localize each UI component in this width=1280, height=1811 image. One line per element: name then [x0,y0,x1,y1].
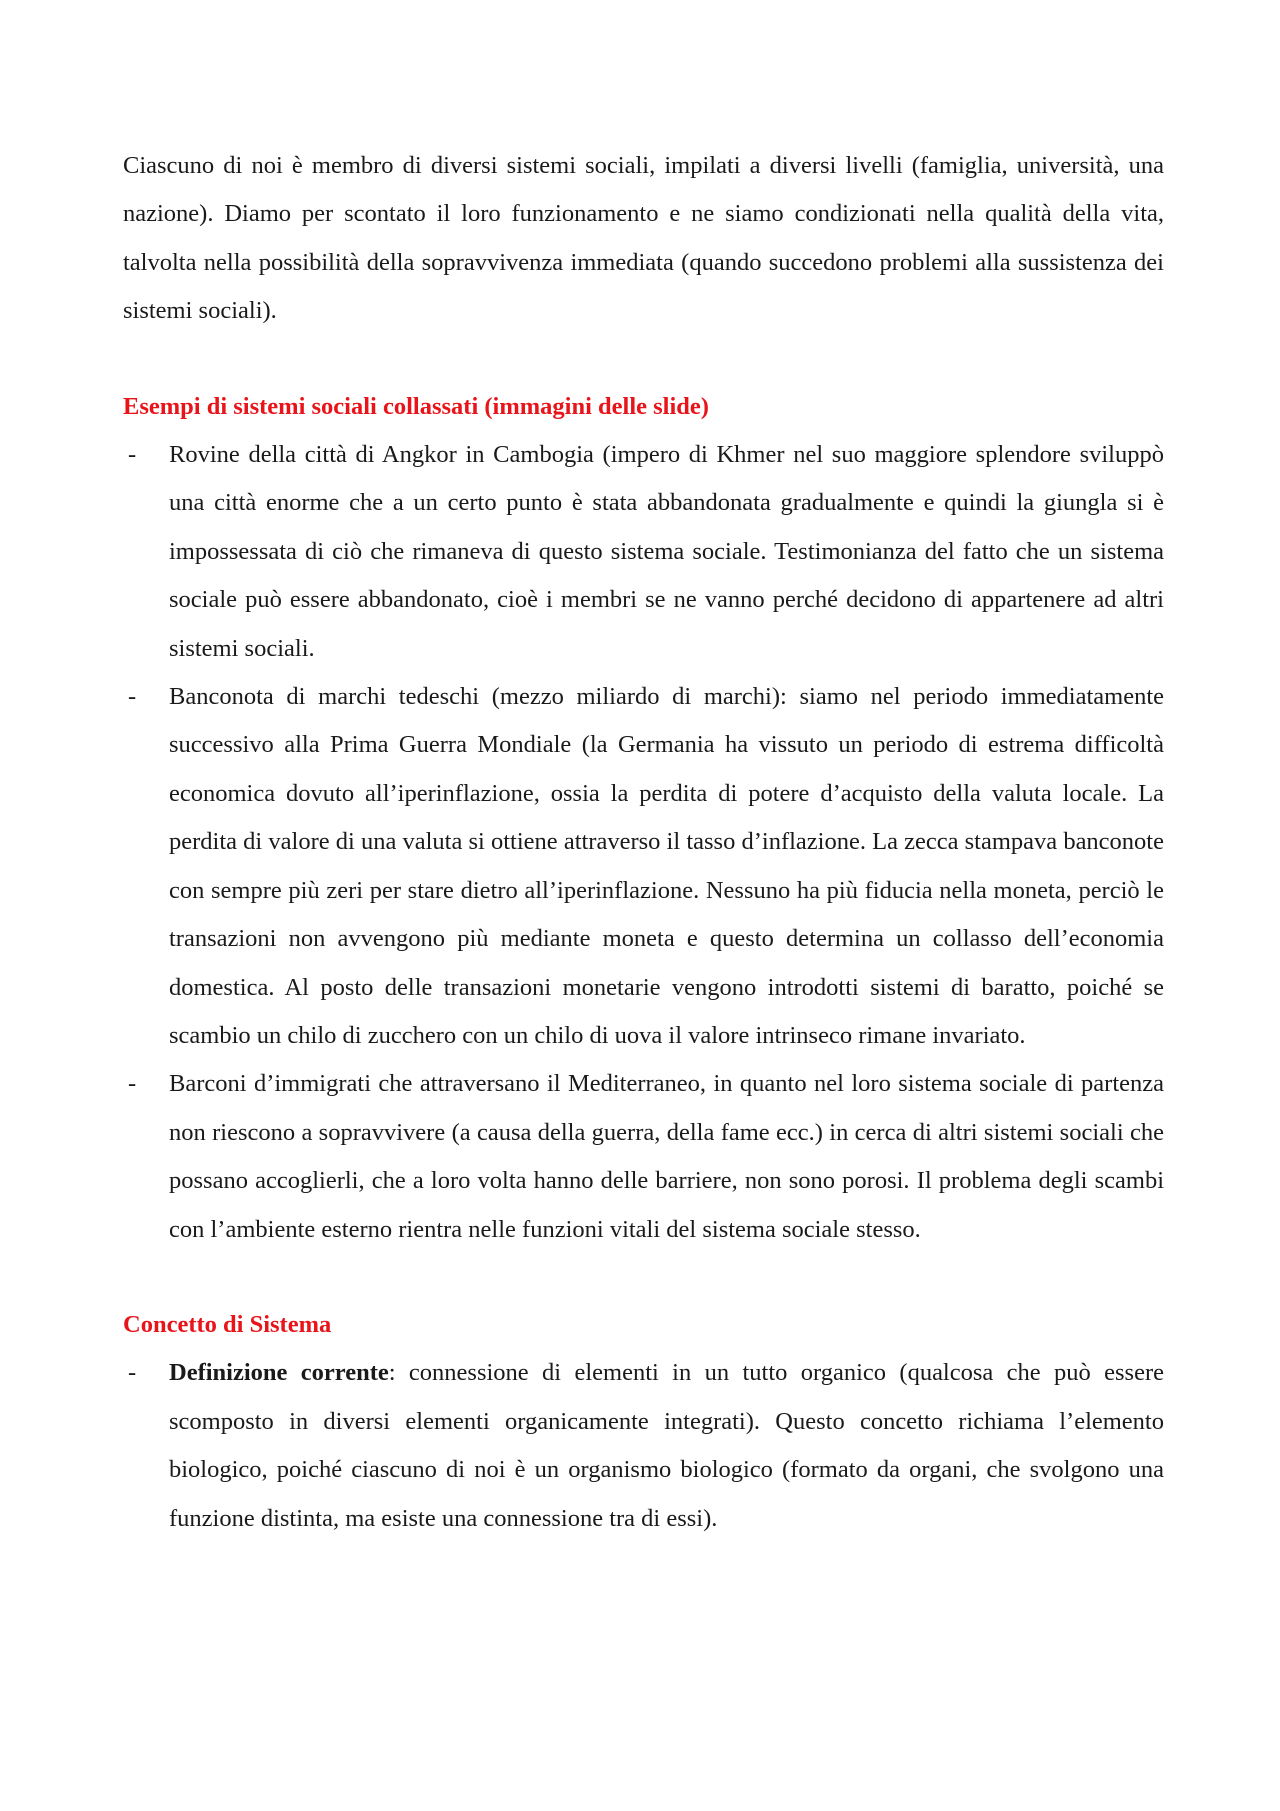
document-page [123,142,1164,1543]
section-heading-collapsed-systems: Esempi di sistemi sociali collassati (immagini delle slide) [123,392,709,420]
list-item-text: Rovine della città di Angkor in Cambogia (impero di Khmer nel suo maggiore splendore sviluppò una città enorme che a un certo punto è stata abbandonata gradualmente e quindi la giungla si è impossessata di ciò che rimaneva di questo sistema sociale. Testimonianza del fatto che un sistema sociale può essere abbandonato, cioè i membri se ne vanno perché decidono di appartenere ad altri sistemi sociali. [169,441,1164,662]
system-concept-list [123,1349,1164,1543]
collapsed-systems-list [123,431,1164,1254]
dash-bullet: - [128,441,137,469]
definition-text: : connessione di elementi in un tutto organico (qualcosa che può essere scomposto in diversi elementi organicamente integrati). Questo concetto richiama l’elemento biologico, poiché ciascuno di noi è un organismo biologico (formato da organi, che svolgono una funzione distinta, ma esiste una connessione tra di essi). [169,1359,1164,1532]
definition-term: Definizione corrente [169,1359,389,1387]
list-item-text: Banconota di marchi tedeschi (mezzo miliardo di marchi): siamo nel periodo immediatamente successivo alla Prima Guerra Mondiale (la Germania ha vissuto un periodo di estrema difficoltà economica dovuto all’iperinflazione, ossia la perdita di potere d’acquisto della valuta locale. La perdita di valore di una valuta si ottiene attraverso il tasso d’inflazione. La zecca stampava banconote con sempre più zeri per stare dietro all’iperinflazione. Nessuno ha più fiducia nella moneta, perciò le transazioni non avvengono più mediante moneta e questo determina un collasso dell’economia domestica. Al posto delle transazioni monetarie vengono introdotti sistemi di baratto, poiché se scambio un chilo di zucchero con un chilo di uova il valore intrinseco rimane invariato. [169,683,1164,1049]
list-item-text: Barconi d’immigrati che attraversano il Mediterraneo, in quanto nel loro sistema sociale di partenza non riescono a sopravvivere (a causa della guerra, della fame ecc.) in cerca di altri sistemi sociali che possano accoglierli, che a loro volta hanno delle barriere, non sono porosi. Il problema degli scambi con l’ambiente esterno rientra nelle funzioni vitali del sistema sociale stesso. [169,1070,1164,1243]
list-item [123,431,1164,673]
intro-paragraph: Ciascuno di noi è membro di diversi sistemi sociali, impilati a diversi livelli (famiglia, università, una nazione). Diamo per scontato il loro funzionamento e ne siamo condizionati nella qualità della vita, talvolta nella possibilità della sopravvivenza immediata (quando succedono problemi alla sussistenza dei sistemi sociali). [123,152,1164,325]
list-item [123,673,1164,1060]
dash-bullet: - [128,1359,137,1387]
list-item [123,1060,1164,1254]
dash-bullet: - [128,1070,137,1098]
dash-bullet: - [128,683,137,711]
list-item [123,1349,1164,1543]
section-heading-system-concept: Concetto di Sistema [123,1310,332,1338]
